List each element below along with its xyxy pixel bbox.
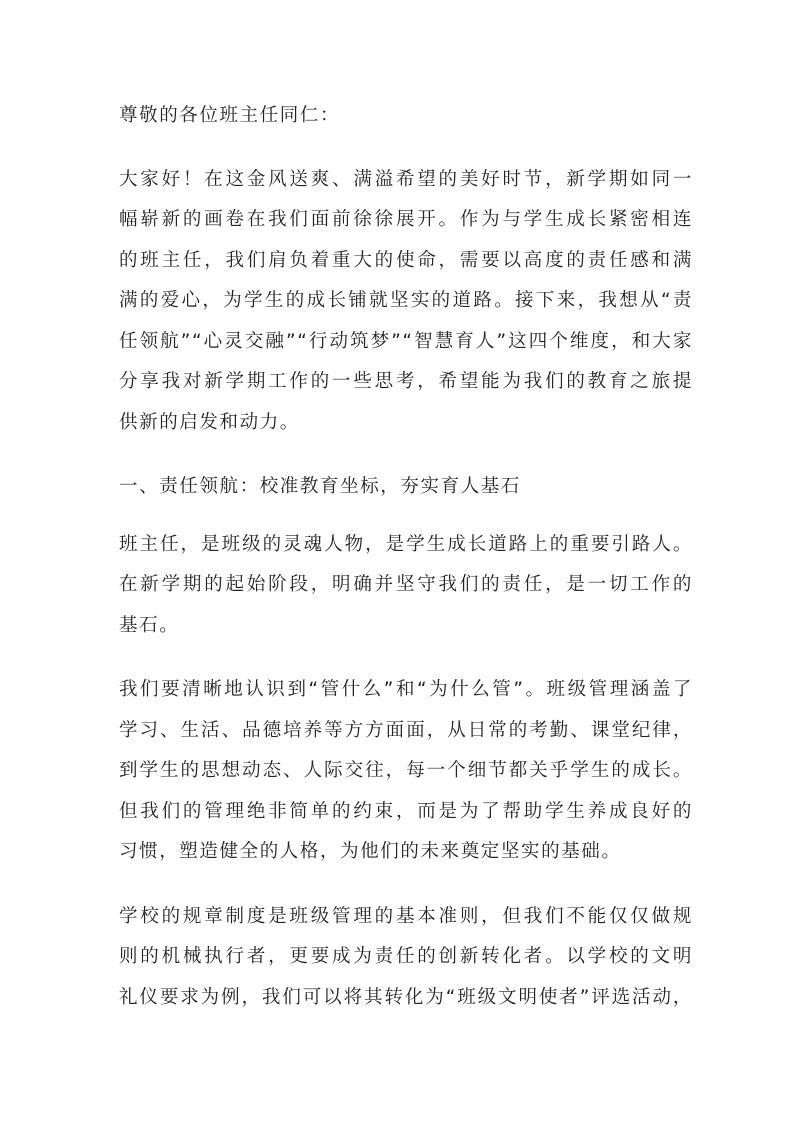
paragraph-line: 礼仪要求为例，我们可以将其转化为“班级文明使者”评选活动，: [119, 986, 693, 1008]
paragraph-line: 分享我对新学期工作的一些思考，希望能为我们的教育之旅提: [119, 371, 693, 392]
paragraph-line: 满的爱心，为学生的成长铺就坚实的道路。接下来，我想从“责: [119, 290, 693, 311]
salutation-text: 尊敬的各位班主任同仁：: [119, 105, 341, 126]
paragraph-line: 大家好！在这金风送爽、满溢希望的美好时节，新学期如同一: [119, 168, 693, 190]
paragraph-line: 我们要清晰地认识到“管什么”和“为什么管”。班级管理涵盖了: [119, 679, 693, 700]
section-paragraph-1: [119, 525, 693, 647]
paragraph-line: 在新学期的起始阶段，明确并坚守我们的责任，是一切工作的: [119, 574, 693, 595]
document-page: [119, 96, 693, 1042]
paragraph-line: 幅崭新的画卷在我们面前徐徐展开。作为与学生成长紧密相连: [119, 209, 693, 230]
paragraph-line: 供新的启发和动力。: [119, 411, 300, 433]
paragraph-line: 学习、生活、品德培养等方方面面，从日常的考勤、课堂纪律，: [119, 719, 693, 741]
section-heading-text: 一、责任领航：校准教育坐标，夯实育人基石: [119, 476, 522, 497]
paragraph-line: 任领航”“心灵交融”“行动筑梦”“智慧育人”这四个维度，和大家: [119, 330, 693, 352]
paragraph-line: 到学生的思想动态、人际交往，每一个细节都关乎学生的成长。: [119, 760, 693, 781]
paragraph-line: 班主任，是班级的灵魂人物，是学生成长道路上的重要引路人。: [119, 533, 693, 555]
paragraph-line: 则的机械执行者，更要成为责任的创新转化者。以学校的文明: [119, 946, 693, 967]
intro-paragraph: [119, 160, 693, 444]
section-paragraph-2: [119, 670, 693, 873]
salutation: [119, 96, 693, 137]
paragraph-line: 学校的规章制度是班级管理的基本准则，但我们不能仅仅做规: [119, 905, 693, 927]
paragraph-line: 但我们的管理绝非简单的约束，而是为了帮助学生养成良好的: [119, 800, 693, 822]
paragraph-line: 的班主任，我们肩负着重大的使命，需要以高度的责任感和满: [119, 249, 693, 271]
paragraph-line: 基石。: [119, 614, 180, 636]
section-paragraph-3: [119, 897, 693, 1019]
section-heading: [119, 467, 693, 508]
paragraph-line: 习惯，塑造健全的人格，为他们的未来奠定坚实的基础。: [119, 841, 622, 862]
